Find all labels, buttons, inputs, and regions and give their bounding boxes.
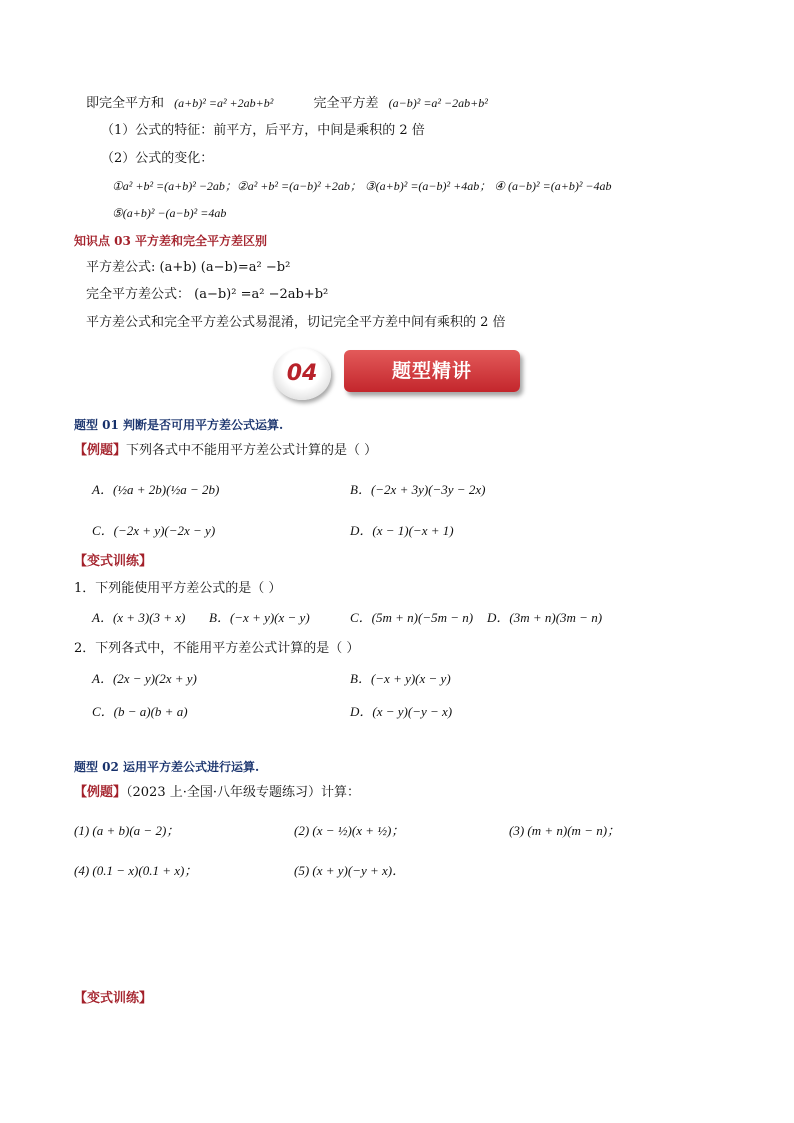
example-option-b: B．(−2x + 3y)(−3y − 2x) [350, 482, 486, 497]
calc-item-1: (1) (a + b)(a − 2)； [74, 823, 180, 838]
example-option-c: C．(−2x + y)(−2x − y) [92, 523, 216, 538]
practice-tag-1: 【变式训练】 [74, 554, 153, 569]
calc-item-2: (2) (x − ½)(x + ½)； [294, 823, 405, 838]
banner-title: 题型精讲 [344, 350, 520, 392]
calc-item-3: (3) (m + n)(m − n)； [509, 823, 621, 838]
q1-option-c: C．(5m + n)(−5m − n) [350, 610, 474, 625]
square-diff-formula: 平方差公式: (a+b) (a−b)=a² −b² [86, 260, 291, 275]
line-complete-square [86, 94, 488, 113]
type02-example [74, 784, 360, 802]
q1-option-d: D．(3m + n)(3m − n) [487, 610, 603, 625]
example-tag: 【例题】 [74, 443, 127, 458]
q2-option-d: D．(x − y)(−y − x) [350, 704, 453, 719]
complete-square-diff-formula: (a−b)² =a² −2ab+b² [388, 96, 488, 110]
practice-question-2: 2．下列各式中，不能用平方差公式计算的是（ ） [74, 641, 360, 656]
complete-square-diff-label: 完全平方差 [313, 96, 379, 111]
q2-option-a: A．(2x − y)(2x + y) [92, 671, 197, 686]
formula-variations: ①a² +b² =(a+b)² −2ab；②a² +b² =(a−b)² +2ab； ③(a+b)² =(a−b)² +4ab； ④ (a−b)² =(a+b)² −4ab [112, 179, 612, 193]
formula-variation-heading: （2）公式的变化： [101, 151, 214, 166]
type01-title: 题型 01 判断是否可用平方差公式运算. [74, 418, 284, 432]
calc-item-5: (5) (x + y)(−y + x)． [294, 863, 406, 878]
example-option-d: D．(x − 1)(−x + 1) [350, 523, 454, 538]
confusion-note: 平方差公式和完全平方差公式易混淆，切记完全平方差中间有乘积的 2 倍 [86, 315, 506, 330]
q2-option-c: C．(b − a)(b + a) [92, 704, 188, 719]
practice-tag-2: 【变式训练】 [74, 991, 153, 1006]
calc-item-4: (4) (0.1 − x)(0.1 + x)； [74, 863, 198, 878]
example-tag-2: 【例题】 [74, 785, 127, 800]
banner-number: 04 [286, 361, 318, 386]
example-question: 下列各式中不能用平方差公式计算的是（ ） [126, 443, 378, 458]
complete-square-diff-line: 完全平方差公式： (a−b)² =a² −2ab+b² [86, 287, 329, 302]
type01-example [74, 442, 377, 460]
q1-option-b: B．(−x + y)(x − y) [209, 610, 310, 625]
knowledge-point-title: 知识点 03 平方差和完全平方差区别 [74, 234, 268, 248]
formula-feature: （1）公式的特征：前平方，后平方，中间是乘积的 2 倍 [101, 123, 425, 138]
type02-title: 题型 02 运用平方差公式进行运算. [74, 760, 260, 774]
example-question-2: （2023 上·全国·八年级专题练习）计算： [126, 785, 360, 800]
q2-option-b: B．(−x + y)(x − y) [350, 671, 451, 686]
formula-variation-5: ⑤(a+b)² −(a−b)² =4ab [112, 206, 227, 220]
practice-question-1: 1．下列能使用平方差公式的是（ ） [74, 581, 282, 596]
example-option-a: A．(½a + 2b)(½a − 2b) [92, 482, 220, 497]
complete-square-sum-label: 即完全平方和 [86, 96, 165, 111]
complete-square-sum-formula: (a+b)² =a² +2ab+b² [174, 96, 274, 110]
q1-option-a: A．(x + 3)(3 + x) [92, 610, 186, 625]
